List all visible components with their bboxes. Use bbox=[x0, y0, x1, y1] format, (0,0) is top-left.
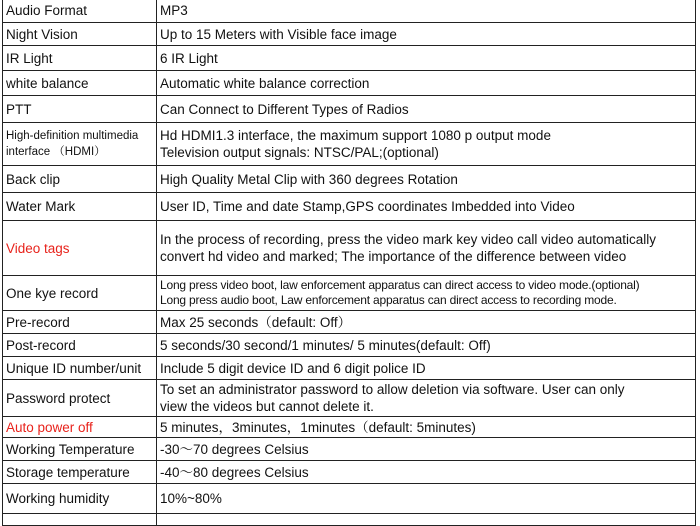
spec-value-line: In the process of recording, press the video mark key video call video automatically bbox=[160, 232, 656, 247]
spec-label bbox=[3, 514, 157, 526]
spec-label: Storage temperature bbox=[3, 461, 157, 484]
table-row bbox=[3, 23, 696, 46]
spec-value bbox=[157, 484, 696, 514]
spec-value-line: High Quality Metal Clip with 360 degrees Rotation bbox=[160, 171, 458, 187]
spec-value bbox=[157, 123, 696, 166]
spec-label: Auto power off bbox=[3, 417, 157, 438]
spec-value-line: 5 minutes，3minutes，1minutes（default: 5minutes) bbox=[160, 419, 476, 435]
spec-value bbox=[157, 438, 696, 461]
spec-label: Password protect bbox=[3, 380, 157, 417]
table-row bbox=[3, 417, 696, 438]
spec-value bbox=[157, 221, 696, 276]
spec-label: white balance bbox=[3, 71, 157, 96]
spec-label: Audio Format bbox=[3, 0, 157, 23]
spec-label: Working Temperature bbox=[3, 438, 157, 461]
table-row bbox=[3, 71, 696, 96]
spec-value bbox=[157, 71, 696, 96]
spec-value bbox=[157, 357, 696, 380]
table-row bbox=[3, 46, 696, 71]
spec-value-line: Automatic white balance correction bbox=[160, 75, 370, 91]
spec-label: Back clip bbox=[3, 166, 157, 193]
spec-value-line: Max 25 seconds（default: Off） bbox=[160, 314, 352, 330]
table-row bbox=[3, 514, 696, 526]
spec-value-line: Include 5 digit device ID and 6 digit police ID bbox=[160, 360, 426, 376]
table-row bbox=[3, 484, 696, 514]
spec-label: Unique ID number/unit bbox=[3, 357, 157, 380]
spec-value-line: 5 seconds/30 second/1 minutes/ 5 minutes(default: Off) bbox=[160, 337, 491, 353]
spec-value-line: Hd HDMI1.3 interface, the maximum support 1080 p output mode bbox=[160, 128, 551, 143]
spec-label: IR Light bbox=[3, 46, 157, 71]
table-row bbox=[3, 96, 696, 123]
spec-value bbox=[157, 334, 696, 357]
spec-value-line: 10%~80% bbox=[160, 491, 222, 506]
spec-value-line: 6 IR Light bbox=[160, 50, 218, 66]
spec-value bbox=[157, 417, 696, 438]
spec-value-line: Long press video boot, law enforcement apparatus can direct access to video mode.(optional) bbox=[160, 278, 640, 292]
table-row bbox=[3, 357, 696, 380]
spec-value-line: MP3 bbox=[160, 3, 188, 18]
spec-value-line: Can Connect to Different Types of Radios bbox=[160, 101, 409, 117]
table-row bbox=[3, 334, 696, 357]
table-row bbox=[3, 276, 696, 311]
spec-value bbox=[157, 193, 696, 221]
table-row bbox=[3, 0, 696, 23]
table-row bbox=[3, 438, 696, 461]
spec-value bbox=[157, 276, 696, 311]
spec-value-line: User ID, Time and date Stamp,GPS coordinates Imbedded into Video bbox=[160, 199, 575, 214]
spec-value bbox=[157, 96, 696, 123]
spec-value-line: Television output signals: NTSC/PAL;(optional) bbox=[160, 145, 439, 160]
spec-label: Water Mark bbox=[3, 193, 157, 221]
spec-value bbox=[157, 461, 696, 484]
spec-value bbox=[157, 311, 696, 334]
spec-label: High-definition multimedia interface （HDMI） bbox=[3, 123, 157, 166]
spec-value-line: -30～70 degrees Celsius bbox=[160, 441, 309, 457]
table-row bbox=[3, 123, 696, 166]
spec-label: One kye record bbox=[3, 276, 157, 311]
spec-value bbox=[157, 514, 696, 526]
spec-label: Night Vision bbox=[3, 23, 157, 46]
spec-label: Working humidity bbox=[3, 484, 157, 514]
spec-value-line: To set an administrator password to allow deletion via software. User can only bbox=[160, 382, 625, 397]
spec-value-line: -40～80 degrees Celsius bbox=[160, 464, 309, 480]
spec-label: Pre-record bbox=[3, 311, 157, 334]
spec-value-line: Long press audio boot, Law enforcement apparatus can direct access to recording mode. bbox=[160, 293, 617, 307]
spec-value bbox=[157, 0, 696, 23]
spec-value bbox=[157, 166, 696, 193]
spec-value bbox=[157, 23, 696, 46]
specification-table bbox=[2, 0, 696, 526]
spec-label: Post-record bbox=[3, 334, 157, 357]
spec-value bbox=[157, 46, 696, 71]
spec-value-line: view the videos but cannot delete it. bbox=[160, 399, 374, 414]
table-row bbox=[3, 461, 696, 484]
table-row bbox=[3, 193, 696, 221]
spec-value-line: Up to 15 Meters with Visible face image bbox=[160, 26, 397, 42]
spec-value bbox=[157, 380, 696, 417]
spec-label: PTT bbox=[3, 96, 157, 123]
spec-value-line: convert hd video and marked; The importance of the difference between video bbox=[160, 249, 627, 264]
table-row bbox=[3, 166, 696, 193]
table-row bbox=[3, 221, 696, 276]
table-row bbox=[3, 311, 696, 334]
spec-label: Video tags bbox=[3, 221, 157, 276]
table-row bbox=[3, 380, 696, 417]
